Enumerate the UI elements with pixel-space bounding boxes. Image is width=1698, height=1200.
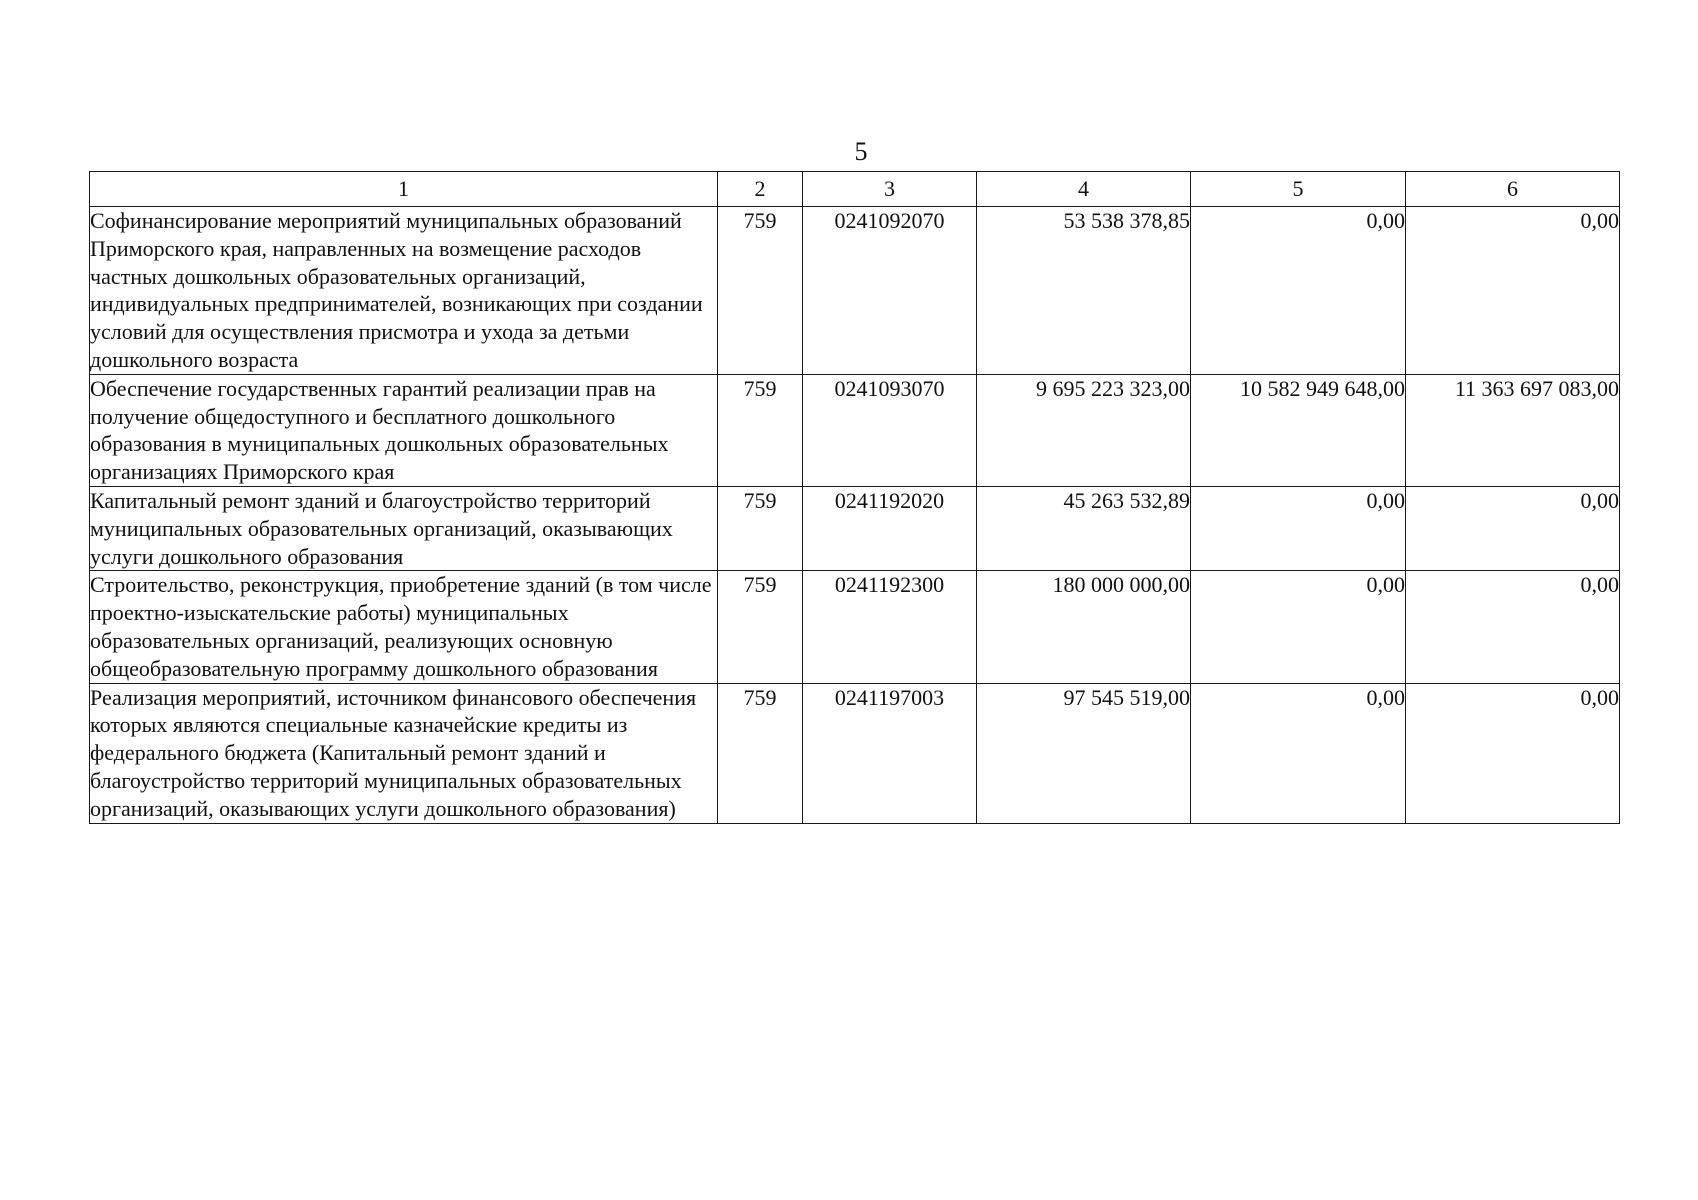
row-amount-year1: 53 538 378,85	[977, 207, 1191, 375]
row-target-code: 0241092070	[803, 207, 977, 375]
row-grbs-code: 759	[718, 683, 803, 823]
table-row	[90, 683, 1620, 823]
row-target-code: 0241192300	[803, 571, 977, 683]
table-row	[90, 571, 1620, 683]
budget-table	[89, 171, 1620, 824]
row-name: Строительство, реконструкция, приобретение зданий (в том числе проектно-изыскательские работы) муниципальных образовательных организаций, реализующих основную общеобразовательную программу дошкольного образования	[90, 571, 718, 683]
table-row	[90, 207, 1620, 375]
row-target-code: 0241192020	[803, 486, 977, 570]
row-amount-year1: 180 000 000,00	[977, 571, 1191, 683]
table-header-row	[90, 172, 1620, 207]
row-amount-year3: 0,00	[1406, 207, 1620, 375]
row-grbs-code: 759	[718, 571, 803, 683]
row-amount-year3: 11 363 697 083,00	[1406, 374, 1620, 486]
row-grbs-code: 759	[718, 486, 803, 570]
row-amount-year2: 0,00	[1191, 683, 1406, 823]
row-target-code: 0241197003	[803, 683, 977, 823]
table-row	[90, 374, 1620, 486]
row-amount-year3: 0,00	[1406, 486, 1620, 570]
row-name: Реализация мероприятий, источником финансового обеспечения которых являются специальные казначейские кредиты из федерального бюджета (Капитальный ремонт зданий и благоустройство территорий муниципальных образовательных организаций, оказывающих услуги дошкольного образования)	[90, 683, 718, 823]
column-header-1: 1	[90, 172, 718, 207]
row-name: Капитальный ремонт зданий и благоустройство территорий муниципальных образовательных организаций, оказывающих услуги дошкольного образования	[90, 486, 718, 570]
column-header-3: 3	[803, 172, 977, 207]
table-row	[90, 486, 1620, 570]
row-amount-year3: 0,00	[1406, 683, 1620, 823]
row-amount-year2: 0,00	[1191, 571, 1406, 683]
row-name: Софинансирование мероприятий муниципальных образований Приморского края, направленных на возмещение расходов частных дошкольных образовательных организаций, индивидуальных предпринимателей, возникающих при создании условий для осуществления присмотра и ухода за детьми дошкольного возраста	[90, 207, 718, 375]
row-grbs-code: 759	[718, 374, 803, 486]
row-amount-year2: 0,00	[1191, 207, 1406, 375]
row-amount-year2: 10 582 949 648,00	[1191, 374, 1406, 486]
row-amount-year1: 45 263 532,89	[977, 486, 1191, 570]
column-header-6: 6	[1406, 172, 1620, 207]
column-header-5: 5	[1191, 172, 1406, 207]
row-amount-year1: 9 695 223 323,00	[977, 374, 1191, 486]
column-header-2: 2	[718, 172, 803, 207]
row-amount-year3: 0,00	[1406, 571, 1620, 683]
row-grbs-code: 759	[718, 207, 803, 375]
page-number: 5	[854, 137, 868, 166]
row-amount-year2: 0,00	[1191, 486, 1406, 570]
row-target-code: 0241093070	[803, 374, 977, 486]
row-amount-year1: 97 545 519,00	[977, 683, 1191, 823]
row-name: Обеспечение государственных гарантий реализации прав на получение общедоступного и бесплатного дошкольного образования в муниципальных дошкольных образовательных организациях Приморского края	[90, 374, 718, 486]
column-header-4: 4	[977, 172, 1191, 207]
